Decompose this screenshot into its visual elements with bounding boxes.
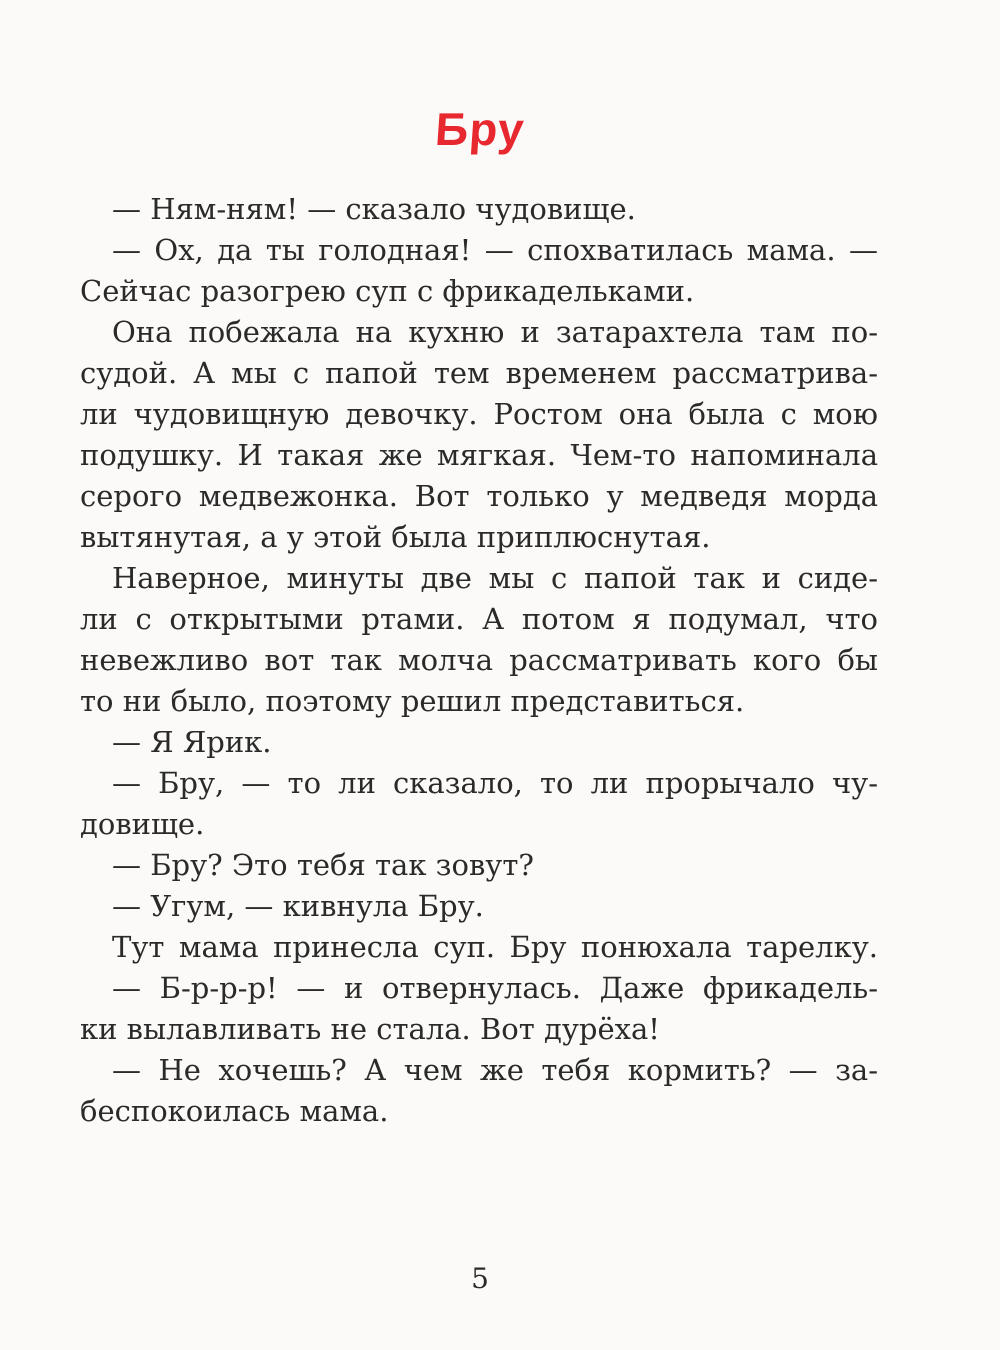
text-line: — Бру? Это тебя так зовут? xyxy=(112,848,534,882)
text-line: — Я Ярик. xyxy=(112,725,272,759)
text-line: то ни было, поэтому решил представиться. xyxy=(80,684,745,718)
text-line: — Не хочешь? А чем же тебя кормить? — за- xyxy=(112,1053,878,1087)
text-line: Наверное, минуты две мы с папой так и сиде- xyxy=(112,561,878,595)
text-line: судой. А мы с папой тем временем рассматрива- xyxy=(80,356,878,390)
text-line: — Угум, — кивнула Бру. xyxy=(112,889,484,923)
text-line: — Ох, да ты голодная! — спохватилась мама. — xyxy=(112,233,878,267)
text-line: вытянутая, а у этой была приплюснутая. xyxy=(80,520,711,554)
text-line: подушку. И такая же мягкая. Чем-то напоминала xyxy=(80,438,878,472)
text-line: невежливо вот так молча рассматривать кого бы xyxy=(80,643,878,677)
chapter-title: Бру xyxy=(433,103,527,155)
text-line: ли чудовищную девочку. Ростом она была с мою xyxy=(80,397,878,431)
text-line: Она побежала на кухню и затарахтела там по- xyxy=(112,315,878,349)
text-line: ки вылавливать не стала. Вот дурёха! xyxy=(80,1012,660,1046)
body-text xyxy=(80,189,878,1132)
text-line: — Бру, — то ли сказало, то ли прорычало чу- xyxy=(112,766,878,800)
text-line: беспокоилась мама. xyxy=(80,1094,389,1128)
text-line: ли с открытыми ртами. А потом я подумал, что xyxy=(80,602,878,636)
text-line: — Б-р-р-р! — и отвернулась. Даже фрикадель- xyxy=(112,971,878,1005)
text-line: довище. xyxy=(80,807,205,841)
text-line: серого медвежонка. Вот только у медведя морда xyxy=(80,479,878,513)
text-line: — Ням-ням! — сказало чудовище. xyxy=(112,192,636,226)
page-number: 5 xyxy=(471,1262,489,1295)
text-line: Тут мама принесла суп. Бру понюхала тарелку. xyxy=(112,930,878,964)
text-line: Сейчас разогрею суп с фрикадельками. xyxy=(80,274,695,308)
